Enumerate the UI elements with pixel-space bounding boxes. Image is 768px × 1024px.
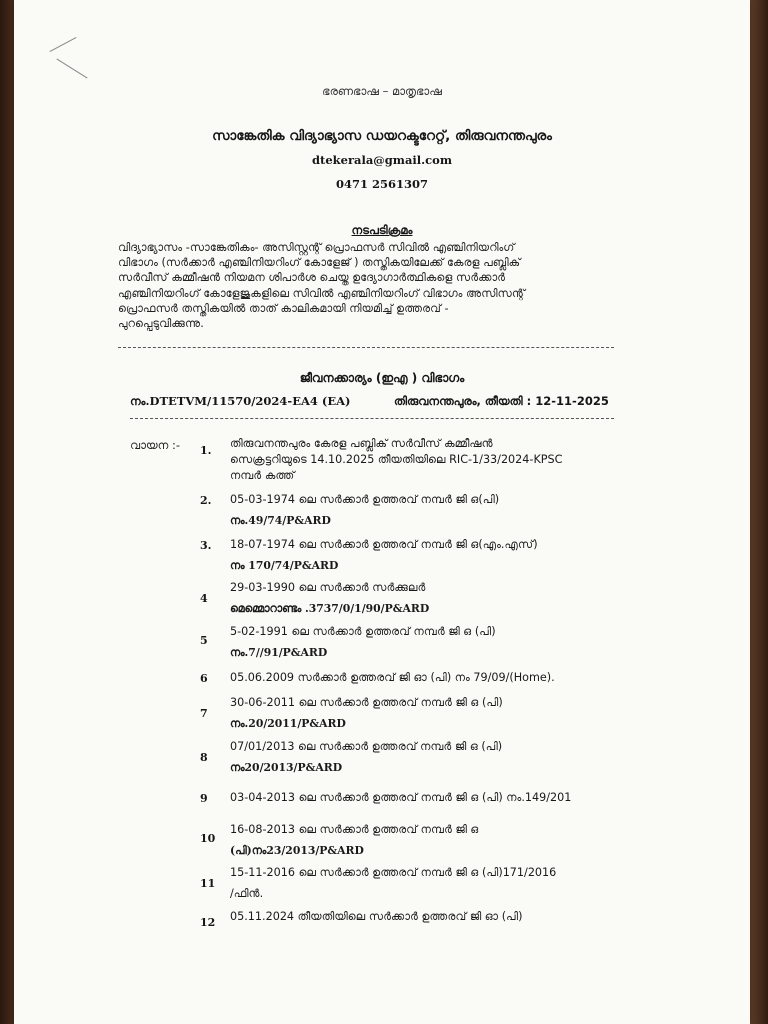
reference-line: 07/01/2013 ലെ സർക്കാർ ഉത്തരവ് നമ്പർ ജി ഒ (പി) (230, 740, 503, 753)
reference-text (230, 670, 660, 686)
reference-line: 15-11-2016 ലെ സർക്കാർ ഉത്തരവ് നമ്പർ ജി ഒ (പി)171/2016 (230, 866, 557, 879)
reference-number: 8 (200, 751, 208, 764)
reference-text (230, 580, 660, 617)
reference-line: നം.7//91/P&ARD (230, 646, 328, 659)
document-page (14, 0, 750, 1024)
reference-line: തിരുവനന്തപുരം കേരള പബ്ലിക് സർവീസ് കമ്മീഷൻ (230, 437, 493, 450)
subject-line: വിഭാഗം (സർക്കാർ എഞ്ചിനിയറിംഗ് കോളേജ് ) തസ്തികയിലേക്ക് കേരള പബ്ലിക് (118, 256, 521, 270)
reference-text (230, 436, 660, 484)
subject-line: വിദ്യാഭ്യാസം -സാങ്കേതികം- അസിസ്റ്റന്റ് പ്രൊഫസർ സിവിൽ എഞ്ചിനിയറിംഗ് (118, 241, 515, 254)
reference-line: നമ്പർ കത്ത് (230, 469, 295, 482)
read-label: വായന :- (130, 438, 181, 452)
reference-line: 5-02-1991 ലെ സർക്കാർ ഉത്തരവ് നമ്പർ ജി ഒ (പി) (230, 625, 496, 638)
reference-number: 11 (200, 877, 216, 890)
reference-text (230, 909, 660, 925)
proceedings-title-text: നടപടിക്രമം (351, 223, 413, 237)
reference-text (230, 624, 660, 661)
reference-text (230, 790, 660, 806)
reference-line: മെമ്മൊറാണ്ടം .3737/0/1/90/P&ARD (230, 602, 430, 615)
reference-text (230, 695, 660, 732)
reference-text (230, 739, 660, 776)
motto: ഭരണഭാഷ – മാതൃഭാഷ (322, 84, 442, 98)
reference-number: 12 (200, 916, 216, 929)
office-name: സാങ്കേതിക വിദ്യാഭ്യാസ ഡയറക്ടറേറ്റ്, തിരുവനന്തപുരം (212, 128, 552, 144)
office-email: dtekerala@gmail.com (311, 153, 453, 167)
subject-line: പുറപ്പെടുവിക്കുന്നു. (118, 317, 204, 331)
subject-line: സർവീസ് കമ്മീഷൻ നിയമന ശിപാർശ ചെയ്ത ഉദ്യോഗാർത്ഥികളെ സർക്കാർ (118, 271, 506, 285)
reference-line: നം20/2013/P&ARD (230, 761, 343, 774)
reference-number: 4 (200, 592, 208, 605)
subject-line: എഞ്ചിനിയറിംഗ് കോളേജുകളിലെ സിവിൽ എഞ്ചിനിയറിംഗ് വിഭാഗം അസിസന്റ് (118, 286, 526, 300)
reference-line: 03-04-2013 ലെ സർക്കാർ ഉത്തരവ് നമ്പർ ജി ഒ (പി) നം.149/201 (230, 791, 572, 804)
reference-number: 5 (200, 634, 208, 647)
reference-line: /ഫിൻ. (230, 887, 264, 900)
reference-line: 18-07-1974 ലെ സർക്കാർ ഉത്തരവ് നമ്പർ ജി ഒ(എം.എസ്) (230, 538, 538, 551)
dashed-divider (130, 418, 614, 419)
reference-line: സെക്രട്ടറിയുടെ 14.10.2025 തീയതിയിലെ RIC-1/33/2024-KPSC (230, 453, 563, 466)
section-heading: ജീവനക്കാര്യം (ഇഎ ) വിഭാഗം (299, 371, 465, 385)
reference-number: 2. (200, 494, 212, 507)
reference-text (230, 822, 660, 859)
reference-number: 9 (200, 792, 208, 805)
reference-line: 05.11.2024 തീയതിയിലെ സർക്കാർ ഉത്തരവ് ജി ഓ (പി) (230, 910, 523, 923)
proceedings-title (14, 223, 750, 238)
reference-line: 05-03-1974 ലെ സർക്കാർ ഉത്തരവ് നമ്പർ ജി ഒ(പി) (230, 493, 500, 506)
reference-line: 05.06.2009 സർക്കാർ ഉത്തരവ് ജി ഓ (പി) നം 79/09/(Home). (230, 671, 555, 684)
reference-line: നം.49/74/P&ARD (230, 514, 331, 527)
reference-text (230, 492, 660, 529)
reference-line: 30-06-2011 ലെ സർക്കാർ ഉത്തരവ് നമ്പർ ജി ഒ (പി) (230, 696, 503, 709)
order-number: നം.DTETVM/11570/2024-EA4 (EA) (130, 394, 351, 408)
reference-line: നം 170/74/P&ARD (230, 559, 339, 572)
reference-line: 29-03-1990 ലെ സർക്കാർ സർക്കുലർ (230, 581, 426, 594)
subject-line: പ്രൊഫസർ തസ്തികയിൽ താത് കാലികമായി നിയമിച്ച് ഉത്തരവ് - (118, 301, 449, 315)
reference-line: നം.20/2011/P&ARD (230, 717, 346, 730)
pen-mark (50, 37, 77, 52)
reference-number: 1. (200, 444, 212, 457)
office-phone: 0471 2561307 (335, 177, 429, 191)
reference-text (230, 865, 660, 902)
pen-mark (56, 59, 87, 79)
subject-paragraph (118, 240, 666, 331)
order-place-date: തിരുവനന്തപുരം, തീയതി : 12-11-2025 (394, 394, 609, 408)
reference-number: 10 (200, 832, 216, 845)
reference-number: 6 (200, 672, 208, 685)
reference-text (230, 537, 660, 574)
reference-line: 16-08-2013 ലെ സർക്കാർ ഉത്തരവ് നമ്പർ ജി ഒ (230, 823, 479, 836)
dashed-divider (118, 347, 614, 348)
reference-line: (പി)നം23/2013/P&ARD (230, 844, 364, 857)
reference-number: 7 (200, 707, 208, 720)
reference-number: 3. (200, 539, 212, 552)
